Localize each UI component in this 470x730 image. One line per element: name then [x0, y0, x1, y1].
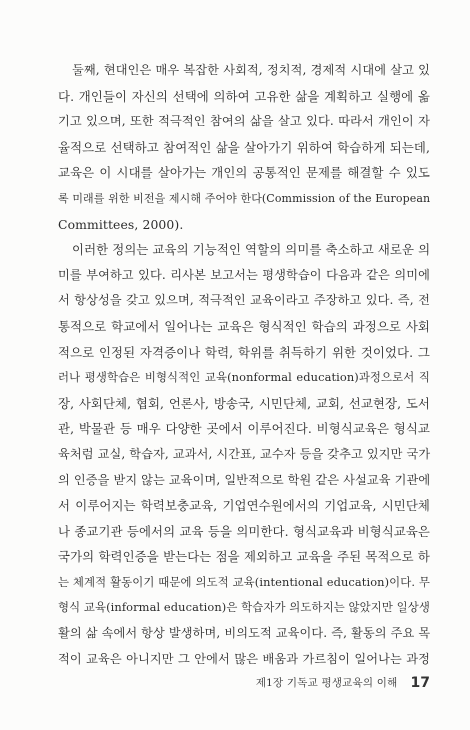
text-line: 미를 부여하고 있다. 리사본 보고서는 평생학습이 다음과 같은 의미에: [58, 267, 430, 282]
text-line: 는 체계적 활동이기 때문에 의도적 교육(intentional education)이다. 무: [58, 574, 430, 589]
text-line: 의 인증을 받지 않는 교육이며, 일반적으로 학원 같은 사설교육 기관에: [58, 472, 431, 487]
text-line: 러나 평생학습은 비형식적인 교육(nonformal education)과정으로서 직: [58, 370, 430, 385]
text-line: 율적으로 선택하고 참여적인 삶을 살아가기 위하여 학습하게 되는데,: [58, 139, 430, 155]
text-line: Committees, 2000).: [58, 216, 184, 232]
text-line: 기고 있으며, 또한 적극적인 참여의 삶을 살고 있다. 따라서 개인이 자: [58, 114, 430, 129]
text-line: 둘째, 현대인은 매우 복잡한 사회적, 정치적, 경제적 시대에 살고 있: [72, 63, 430, 77]
text-line: 교육은 이 시대를 살아가는 개인의 공통적인 문제를 해결할 수 있도: [58, 165, 430, 181]
text-line: 서 항상성을 갖고 있으며, 적극적인 교육이라고 주장하고 있다. 즉, 전: [58, 293, 430, 308]
text-line: 장, 사회단체, 협회, 언론사, 방송국, 시민단체, 교회, 선교현장, 도서: [58, 395, 430, 411]
text-line: 관, 박물관 등 매우 다양한 곳에서 이루어진다. 비형식교육은 형식교: [58, 421, 430, 437]
text-line: 록 미래를 위한 비전을 제시해 주어야 한다(Commission of the European: [58, 191, 431, 205]
page-footer: [0, 672, 430, 691]
text-line: 다. 개인들이 자신의 선택에 의하여 고유한 삶을 계획하고 실행에 옮: [58, 88, 430, 104]
text-line: 국가의 학력인증을 받는다는 점을 제외하고 교육을 주된 목적으로 하: [58, 549, 430, 565]
page-number: 17: [410, 674, 430, 691]
text-line: 육처럼 교실, 학습자, 교과서, 시간표, 교수자 등을 갖추고 있지만 국가: [58, 446, 431, 461]
text-line: 적이 교육은 아니지만 그 안에서 많은 배움과 가르침이 일어나는 과정: [58, 651, 430, 666]
text-line: 나 종교기관 등에서의 교육 등을 의미한다. 형식교육과 비형식교육은: [58, 523, 430, 539]
chapter-title: 제1장 기독교 평생교육의 이해: [255, 677, 398, 689]
text-line: 적으로 인정된 자격증이나 학력, 학위를 취득하기 위한 것이었다. 그: [58, 344, 430, 360]
text-line: 서 이루어지는 학력보충교육, 기업연수원에서의 기업교육, 시민단체: [58, 498, 430, 514]
text-line: 활의 삶 속에서 항상 발생하며, 비의도적 교육이다. 즉, 활동의 주요 목: [58, 626, 431, 641]
text-line: 통적으로 학교에서 일어나는 교육은 형식적인 학습의 과정으로 사회: [58, 318, 430, 334]
text-line: 형식 교육(informal education)은 학습자가 의도하지는 않았지만 일상생: [58, 600, 430, 615]
text-line: 이러한 정의는 교육의 기능적인 역할의 의미를 축소하고 새로운 의: [72, 242, 431, 258]
body-text: [58, 58, 430, 672]
